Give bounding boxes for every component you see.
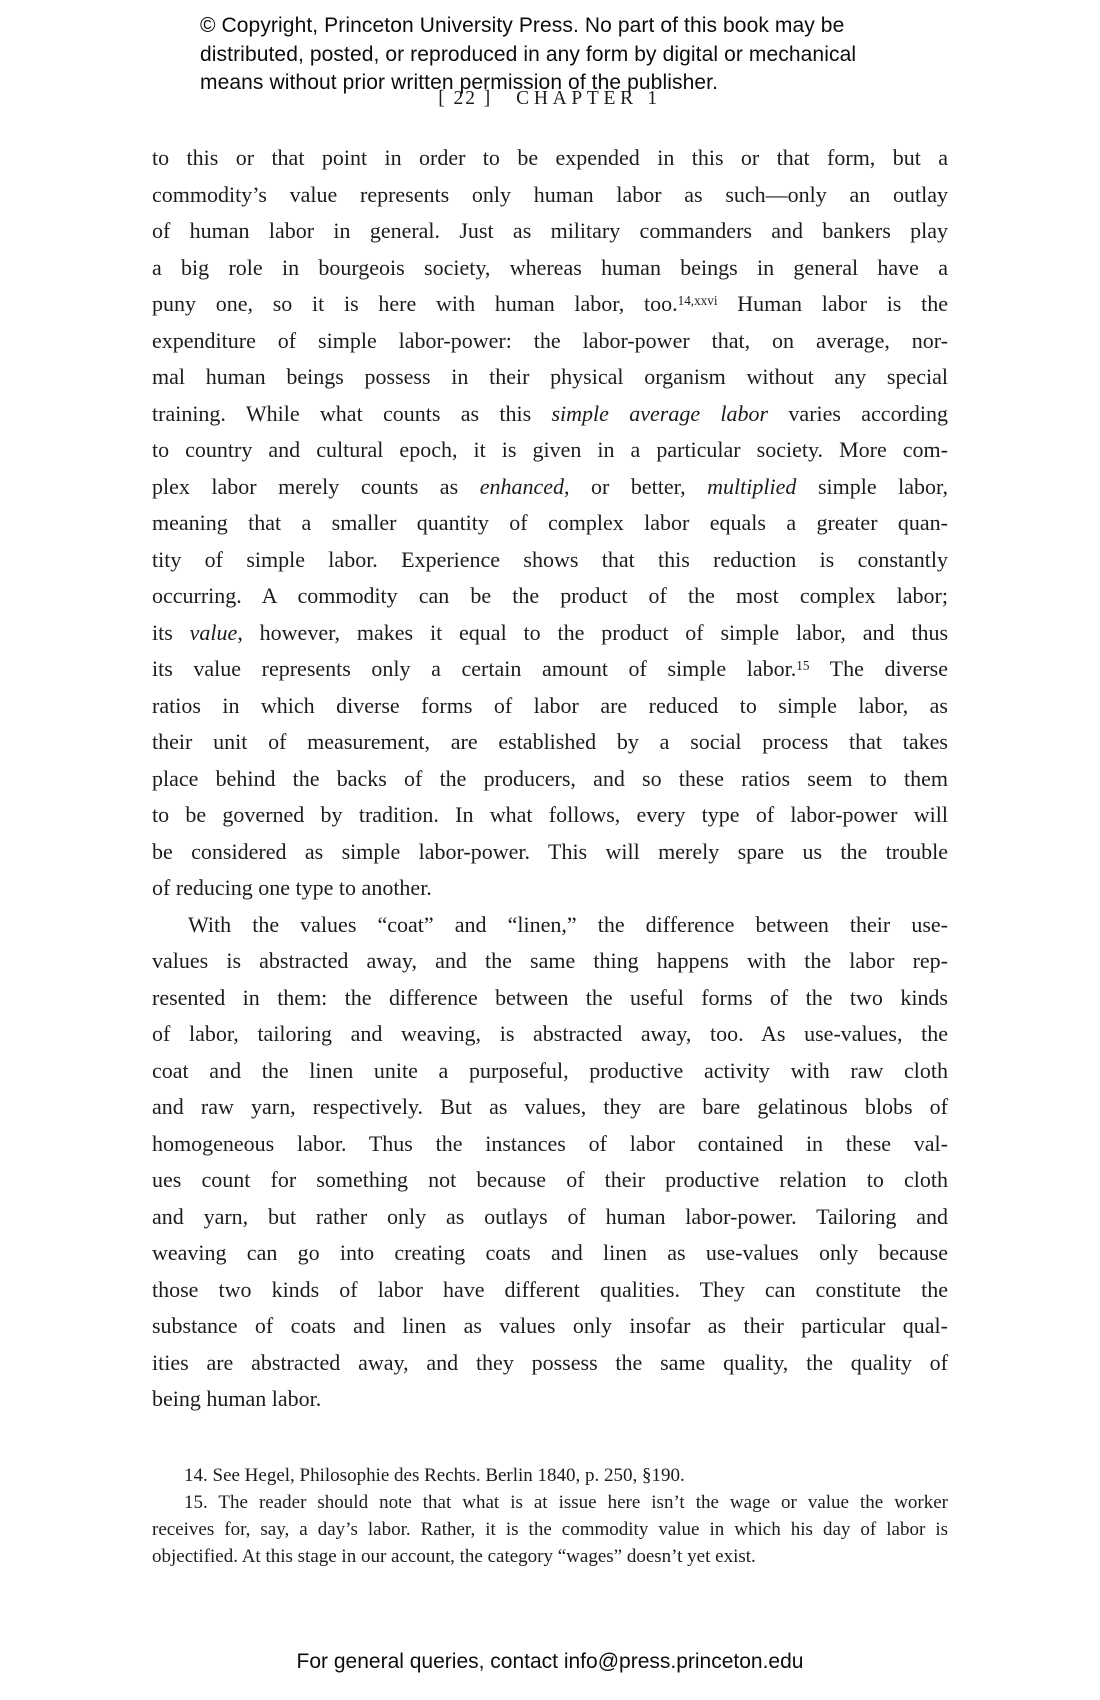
text-line: to country and cultural epoch, it is given in a particular society. More com- (152, 437, 948, 462)
text-line: objectified. At this stage in our account, the category “wages” doesn’t yet exist. (152, 1546, 756, 1567)
text-line: meaning that a smaller quantity of complex labor equals a greater quan- (152, 510, 948, 535)
copyright-line: © Copyright, Princeton University Press. No part of this book may be (200, 14, 845, 37)
text-line: ues count for something not because of their productive relation to cloth (152, 1167, 948, 1192)
text-line: 15. The reader should note that what is at issue here isn’t the wage or value the worker (184, 1492, 948, 1513)
text-line: its value represents only a certain amount of simple labor.$^{15}$ The diverse (152, 656, 948, 681)
text-line: resented in them: the difference between the useful forms of the two kinds (152, 984, 948, 1010)
text-line: 14. See Hegel, Philosophie des Rechts. Berlin 1840, p. 250, §190. (184, 1465, 685, 1486)
body-text (152, 140, 948, 1418)
text-line: weaving can go into creating coats and linen as use-values only because (152, 1240, 948, 1265)
text-line: those two kinds of labor have different qualities. They can constitute the (152, 1276, 948, 1302)
text-line: being human labor. (152, 1386, 322, 1411)
text-line: of human labor in general. Just as military commanders and bankers play (152, 218, 948, 243)
text-line: and yarn, but rather only as outlays of human labor-power. Tailoring and (152, 1203, 948, 1229)
text-line: ratios in which diverse forms of labor are reduced to simple labor, as (152, 692, 948, 718)
text-line: With the values “coat” and “linen,” the difference between their use- (188, 911, 948, 937)
text-line: plex labor merely counts as enhanced, or better, multiplied simple labor, (152, 473, 948, 499)
text-line: coat and the linen unite a purposeful, productive activity with raw cloth (152, 1057, 948, 1083)
page-number: [ 22 ] (438, 88, 493, 109)
text-line: receives for, say, a day’s labor. Rather, it is the commodity value in which his day of labor is (152, 1519, 948, 1540)
text-line: occurring. A commodity can be the product of the most complex labor; (152, 583, 948, 608)
text-line: commodity’s value represents only human labor as such—only an outlay (152, 181, 948, 207)
paragraph (152, 907, 948, 1418)
text-line: values is abstracted away, and the same thing happens with the labor rep- (152, 948, 948, 973)
chapter-heading: CHAPTER 1 (516, 88, 662, 109)
text-line: mal human beings possess in their physical organism without any special (152, 364, 948, 389)
text-line: substance of coats and linen as values only insofar as their particular qual- (152, 1313, 948, 1338)
text-line: ities are abstracted away, and they possess the same quality, the quality of (152, 1349, 948, 1375)
footer-contact: For general queries, contact info@press.princeton.edu (296, 1650, 804, 1673)
paragraph (152, 1462, 948, 1489)
text-line: to be governed by tradition. In what follows, every type of labor-power will (152, 802, 948, 827)
text-line: place behind the backs of the producers, and so these ratios seem to them (152, 765, 948, 791)
text-line: be considered as simple labor-power. This will merely spare us the trouble (152, 838, 948, 864)
paragraph (152, 1489, 948, 1570)
text-line: its value, however, makes it equal to the product of simple labor, and thus (152, 619, 948, 645)
text-line: puny one, so it is here with human labor, too.$^{14,xxvi}$ Human labor is the (152, 291, 948, 316)
text-line: a big role in bourgeois society, whereas human beings in general have a (152, 254, 948, 280)
running-head (152, 88, 948, 110)
copyright-notice (200, 12, 960, 98)
text-line: homogeneous labor. Thus the instances of labor contained in these val- (152, 1130, 948, 1156)
paragraph (152, 140, 948, 907)
text-line: expenditure of simple labor-power: the labor-power that, on average, nor- (152, 327, 948, 353)
text-line: of labor, tailoring and weaving, is abstracted away, too. As use-values, the (152, 1021, 948, 1046)
text-line: to this or that point in order to be expended in this or that form, but a (152, 145, 948, 170)
text-line: their unit of measurement, are established by a social process that takes (152, 729, 948, 754)
copyright-line: distributed, posted, or reproduced in any form by digital or mechanical (200, 42, 857, 66)
text-line: and raw yarn, respectively. But as values, they are bare gelatinous blobs of (152, 1094, 948, 1119)
text-line: training. While what counts as this simple average labor varies according (152, 400, 949, 426)
text-line: of reducing one type to another. (152, 875, 432, 900)
copyright-line: means without prior written permission of the publisher. (200, 71, 719, 94)
text-line: tity of simple labor. Experience shows that this reduction is constantly (152, 546, 948, 572)
footnotes (152, 1462, 948, 1570)
